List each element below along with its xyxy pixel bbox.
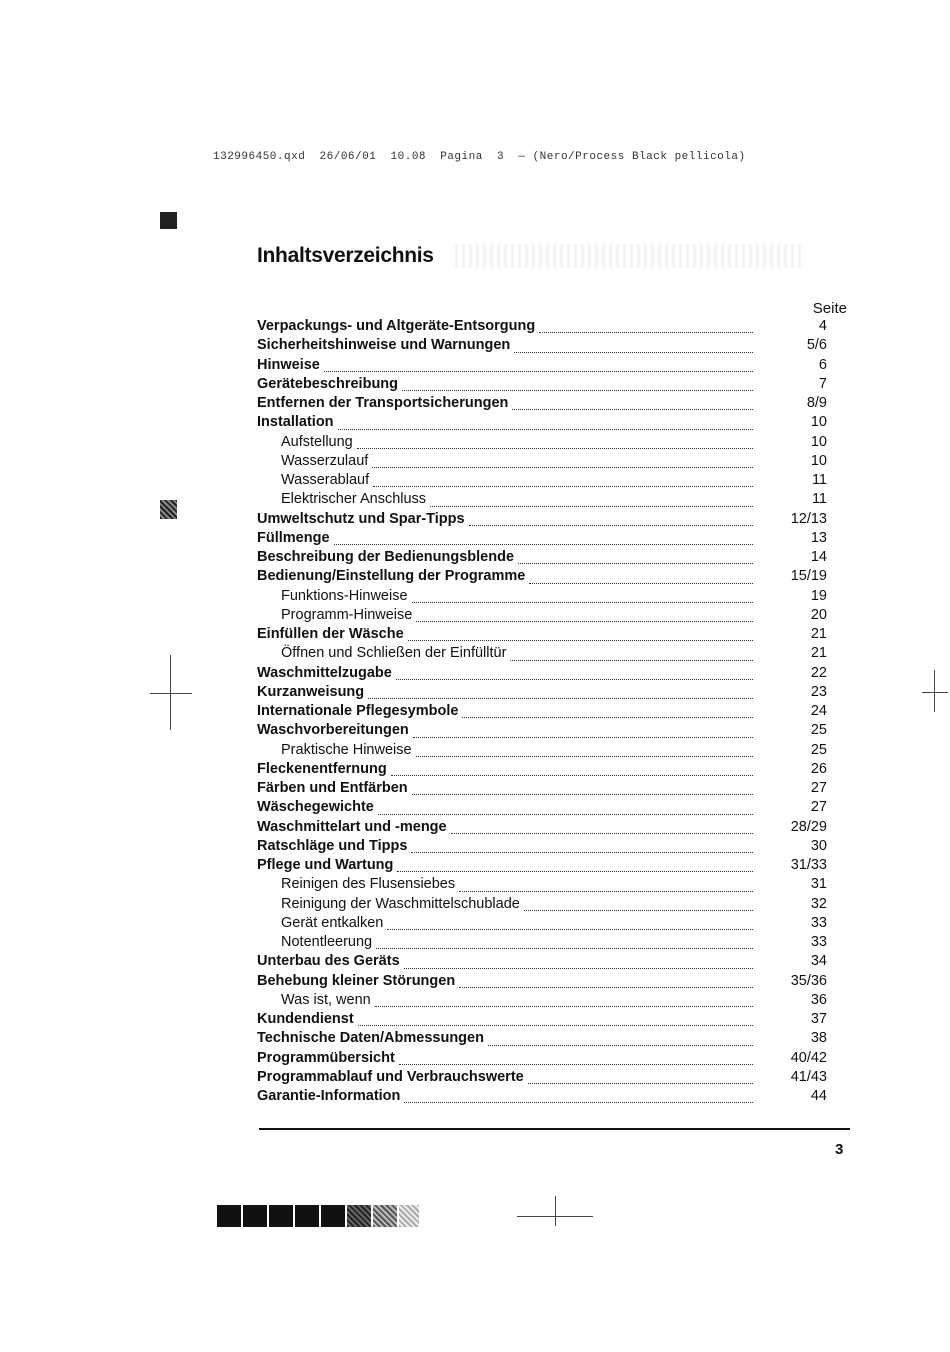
- color-bar-block: [399, 1205, 419, 1227]
- toc-entry-page: 30: [810, 837, 827, 854]
- toc-entry-page: 13: [810, 529, 827, 546]
- toc-leader-dots: [539, 331, 753, 333]
- toc-entry: [257, 703, 837, 722]
- toc-entry: [257, 607, 837, 626]
- toc-entry: [257, 588, 837, 607]
- page-number: 3: [835, 1141, 844, 1158]
- toc-entry-page: 12/13: [790, 510, 827, 527]
- toc-entry: [257, 665, 837, 684]
- toc-entry: [257, 722, 837, 741]
- toc-entry: [257, 1069, 837, 1088]
- toc-entry-label: Entfernen der Transportsicherungen: [257, 395, 509, 411]
- toc-entry-label: Behebung kleiner Störungen: [257, 972, 456, 989]
- toc-entry-page: 10: [810, 414, 827, 431]
- toc-entry: [257, 530, 837, 549]
- toc-entry: [257, 838, 837, 857]
- toc-leader-dots: [411, 851, 753, 853]
- toc-leader-dots: [324, 370, 753, 372]
- toc-entry-page: 4: [818, 318, 827, 334]
- toc-leader-dots: [518, 562, 753, 564]
- toc-entry-page: 14: [810, 549, 827, 565]
- toc-leader-dots: [375, 1005, 753, 1007]
- toc-entry-label: Fleckenentfernung: [257, 760, 387, 777]
- toc-entry: [257, 1088, 837, 1107]
- toc-leader-dots: [373, 485, 753, 487]
- toc-entry: [257, 684, 837, 703]
- toc-leader-dots: [399, 1063, 753, 1065]
- toc-leader-dots: [368, 697, 753, 699]
- toc-entry-label: Aufstellung: [281, 433, 353, 450]
- toc-entry-page: 19: [810, 587, 827, 604]
- toc-entry: [257, 1050, 837, 1069]
- toc-entry-label: Einfüllen der Wäsche: [257, 626, 404, 642]
- toc-leader-dots: [372, 466, 753, 468]
- color-bar-block: [269, 1205, 293, 1227]
- toc-entry-label: Programm-Hinweise: [281, 606, 413, 623]
- toc-entry-label: Unterbau des Geräts: [257, 953, 400, 970]
- page-column-header: Seite: [812, 300, 847, 317]
- toc-entry: [257, 414, 837, 433]
- toc-entry-page: 31/33: [790, 857, 827, 873]
- color-bar-block: [321, 1205, 345, 1227]
- toc-leader-dots: [459, 986, 753, 988]
- table-of-contents: [257, 318, 837, 1107]
- toc-entry: [257, 472, 837, 491]
- toc-leader-dots: [412, 793, 753, 795]
- toc-entry-label: Gerät entkalken: [281, 914, 384, 931]
- toc-entry: [257, 876, 837, 895]
- toc-entry-page: 10: [810, 433, 827, 450]
- toc-entry: [257, 645, 837, 664]
- toc-leader-dots: [416, 620, 753, 622]
- registration-square-middle: [160, 500, 177, 519]
- toc-leader-dots: [510, 659, 753, 661]
- toc-entry-label: Öffnen und Schließen der Einfülltür: [281, 645, 507, 662]
- toc-entry: [257, 568, 837, 587]
- toc-entry-label: Funktions-Hinweise: [281, 587, 408, 604]
- toc-entry-label: Gerätebeschreibung: [257, 375, 399, 392]
- toc-entry-label: Umweltschutz und Spar-Tipps: [257, 510, 465, 527]
- toc-entry-page: 34: [810, 953, 827, 970]
- toc-entry-label: Bedienung/Einstellung der Programme: [257, 568, 526, 585]
- toc-entry-page: 33: [810, 914, 827, 931]
- toc-leader-dots: [413, 736, 753, 738]
- toc-entry-page: 8/9: [806, 395, 827, 411]
- toc-leader-dots: [358, 1024, 753, 1026]
- toc-entry-label: Reinigung der Waschmittelschublade: [281, 895, 520, 912]
- toc-leader-dots: [512, 408, 753, 410]
- toc-entry-label: Waschmittelzugabe: [257, 664, 392, 681]
- toc-entry-label: Hinweise: [257, 356, 320, 373]
- toc-entry-page: 31: [810, 876, 827, 893]
- toc-entry-page: 26: [810, 760, 827, 777]
- color-bar-block: [243, 1205, 267, 1227]
- toc-leader-dots: [412, 601, 753, 603]
- toc-entry-label: Elektrischer Anschluss: [281, 491, 427, 508]
- toc-entry-label: Praktische Hinweise: [281, 741, 412, 758]
- toc-entry-label: Beschreibung der Bedienungsblende: [257, 549, 515, 565]
- toc-leader-dots: [528, 1082, 753, 1084]
- toc-entry: [257, 915, 837, 934]
- toc-entry: [257, 799, 837, 818]
- toc-entry: [257, 395, 837, 414]
- toc-leader-dots: [529, 582, 753, 584]
- toc-leader-dots: [524, 909, 753, 911]
- toc-entry-label: Programmübersicht: [257, 1049, 395, 1066]
- toc-entry-page: 36: [810, 991, 827, 1008]
- toc-entry-page: 15/19: [790, 568, 827, 585]
- toc-entry-label: Sicherheitshinweise und Warnungen: [257, 337, 511, 354]
- toc-entry-label: Waschvorbereitungen: [257, 722, 409, 739]
- toc-entry-page: 5/6: [806, 337, 827, 354]
- toc-entry-label: Programmablauf und Verbrauchswerte: [257, 1068, 524, 1085]
- footer-rule: [259, 1128, 850, 1130]
- toc-leader-dots: [416, 755, 753, 757]
- toc-entry-label: Wasserzulauf: [281, 452, 369, 469]
- toc-entry-page: 40/42: [790, 1049, 827, 1066]
- toc-entry: [257, 1030, 837, 1049]
- toc-entry-page: 44: [810, 1088, 827, 1104]
- color-bar-block: [295, 1205, 319, 1227]
- toc-entry-page: 38: [810, 1030, 827, 1047]
- toc-entry-label: Kundendienst: [257, 1011, 354, 1027]
- toc-entry-page: 7: [818, 375, 827, 392]
- toc-entry-page: 20: [810, 606, 827, 623]
- toc-entry: [257, 337, 837, 356]
- toc-entry: [257, 434, 837, 453]
- toc-entry-page: 21: [810, 645, 827, 662]
- toc-leader-dots: [338, 428, 753, 430]
- toc-entry: [257, 819, 837, 838]
- toc-entry: [257, 357, 837, 376]
- toc-entry-page: 25: [810, 741, 827, 758]
- color-bar-block: [347, 1205, 371, 1227]
- toc-entry: [257, 626, 837, 645]
- toc-entry-label: Was ist, wenn: [281, 991, 371, 1008]
- toc-entry-label: Wäschegewichte: [257, 799, 374, 816]
- toc-entry-page: 22: [810, 664, 827, 681]
- toc-entry-label: Füllmenge: [257, 529, 330, 546]
- print-slug-header: 132996450.qxd 26/06/01 10.08 Pagina 3 — (Nero/Process Black pellicola): [213, 151, 746, 163]
- toc-entry: [257, 934, 837, 953]
- toc-entry: [257, 376, 837, 395]
- toc-entry-page: 10: [810, 452, 827, 469]
- toc-entry: [257, 992, 837, 1011]
- toc-entry-page: 32: [810, 895, 827, 912]
- toc-leader-dots: [462, 716, 753, 718]
- toc-entry-page: 27: [810, 780, 827, 796]
- toc-entry-page: 35/36: [790, 972, 827, 989]
- toc-entry: [257, 511, 837, 530]
- registration-square-top: [160, 212, 177, 229]
- toc-leader-dots: [397, 870, 753, 872]
- toc-leader-dots: [376, 947, 753, 949]
- toc-entry: [257, 1011, 837, 1030]
- toc-entry-page: 28/29: [790, 818, 827, 835]
- toc-entry: [257, 857, 837, 876]
- toc-entry-label: Ratschläge und Tipps: [257, 837, 408, 854]
- toc-leader-dots: [469, 524, 753, 526]
- toc-entry-page: 37: [810, 1011, 827, 1027]
- toc-leader-dots: [404, 967, 753, 969]
- toc-entry: [257, 742, 837, 761]
- toc-entry-label: Reinigen des Flusensiebes: [281, 876, 456, 893]
- toc-entry: [257, 761, 837, 780]
- toc-leader-dots: [402, 389, 753, 391]
- toc-entry-page: 24: [810, 703, 827, 719]
- toc-leader-dots: [430, 505, 753, 507]
- toc-leader-dots: [396, 678, 753, 680]
- toc-entry: [257, 453, 837, 472]
- toc-entry-page: 21: [810, 626, 827, 642]
- toc-entry-label: Färben und Entfärben: [257, 780, 408, 796]
- toc-entry-label: Pflege und Wartung: [257, 857, 394, 873]
- toc-entry: [257, 973, 837, 992]
- toc-entry-label: Installation: [257, 414, 334, 431]
- toc-entry-label: Verpackungs- und Altgeräte-Entsorgung: [257, 318, 536, 334]
- toc-entry: [257, 953, 837, 972]
- color-bar: [217, 1205, 419, 1227]
- toc-entry-page: 23: [810, 683, 827, 700]
- toc-entry-page: 33: [810, 934, 827, 950]
- toc-entry-label: Notentleerung: [281, 934, 373, 950]
- toc-leader-dots: [408, 639, 753, 641]
- toc-entry-label: Garantie-Information: [257, 1088, 401, 1104]
- toc-entry-label: Wasserablauf: [281, 472, 370, 488]
- toc-leader-dots: [514, 351, 753, 353]
- color-bar-block: [217, 1205, 241, 1227]
- title-scan-noise: [455, 244, 805, 268]
- toc-leader-dots: [357, 447, 753, 449]
- toc-leader-dots: [488, 1044, 753, 1046]
- toc-leader-dots: [404, 1101, 753, 1103]
- toc-entry: [257, 780, 837, 799]
- toc-leader-dots: [378, 813, 753, 815]
- toc-leader-dots: [334, 543, 753, 545]
- toc-leader-dots: [391, 774, 753, 776]
- toc-leader-dots: [459, 890, 753, 892]
- toc-entry-label: Kurzanweisung: [257, 683, 365, 700]
- toc-entry-label: Internationale Pflegesymbole: [257, 703, 459, 719]
- toc-entry: [257, 491, 837, 510]
- color-bar-block: [373, 1205, 397, 1227]
- page-title: Inhaltsverzeichnis: [257, 244, 434, 267]
- toc-entry: [257, 549, 837, 568]
- toc-entry-page: 41/43: [790, 1068, 827, 1085]
- toc-entry-page: 11: [811, 472, 827, 488]
- toc-entry-label: Waschmittelart und -menge: [257, 818, 447, 835]
- toc-entry-page: 25: [810, 722, 827, 739]
- toc-entry-page: 27: [810, 799, 827, 816]
- toc-entry: [257, 318, 837, 337]
- toc-entry-label: Technische Daten/Abmessungen: [257, 1030, 484, 1047]
- toc-entry: [257, 896, 837, 915]
- toc-entry-page: 6: [818, 356, 827, 373]
- toc-leader-dots: [387, 928, 753, 930]
- toc-leader-dots: [451, 832, 753, 834]
- toc-entry-page: 11: [811, 491, 827, 508]
